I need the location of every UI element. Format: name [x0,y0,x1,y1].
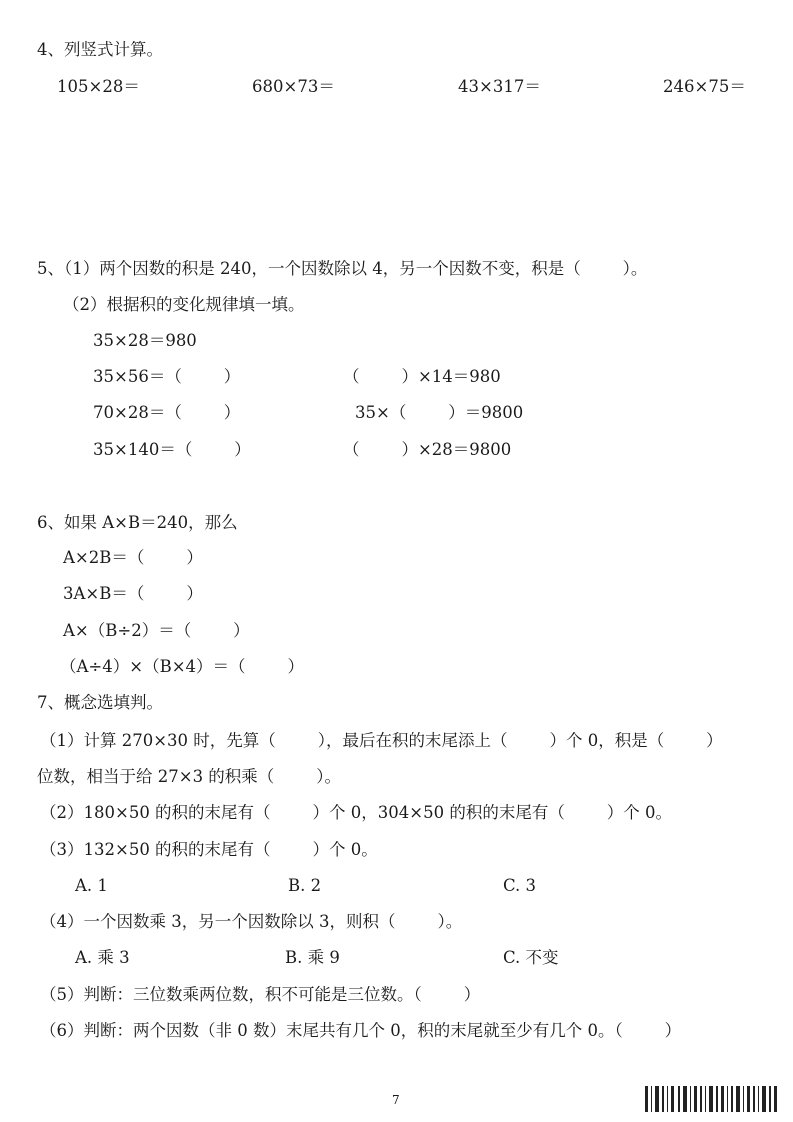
q5-right-1: （ ）×14＝980 [343,367,501,386]
q4-problem-2: 680×73＝ [252,77,335,96]
q7-s3-option-b: B. 2 [288,876,322,895]
q5-left-2: 70×28＝（ ） [93,403,241,422]
q5-part1: 5、（1）两个因数的积是 240，一个因数除以 4，另一个因数不变，积是（ ）。 [37,259,648,278]
q7-s4-option-c: C. 不变 [503,948,559,967]
q6-item-4: （A÷4）×（B×4）＝（ ） [60,657,304,676]
q7-s4: （4）一个因数乘 3，另一个因数除以 3，则积（ ）。 [40,912,463,931]
q6-title: 6、如果 A×B＝240，那么 [37,513,238,532]
q7-title: 7、概念选填判。 [37,693,163,712]
page-number: 7 [392,1093,400,1107]
q7-s2: （2）180×50 的积的末尾有（ ）个 0，304×50 的积的末尾有（ ）个 0。 [40,803,673,822]
q5-left-3: 35×140＝（ ） [93,440,251,459]
q5-right-3: （ ）×28＝9800 [343,440,512,459]
q7-s4-option-b: B. 乘 9 [285,948,340,967]
q7-s5: （5）判断：三位数乘两位数，积不可能是三位数。（ ） [40,985,481,1004]
q5-base-equation: 35×28＝980 [93,331,197,350]
q5-left-1: 35×56＝（ ） [93,367,241,386]
q5-part2-title: （2）根据积的变化规律填一填。 [63,295,305,314]
q7-s4-option-a: A. 乘 3 [75,948,130,967]
q6-item-3: A×（B÷2）＝（ ） [63,621,250,640]
q4-title: 4、列竖式计算。 [37,40,163,59]
q5-right-2: 35×（ ）＝9800 [355,403,524,422]
q6-item-1: A×2B＝（ ） [63,548,203,567]
q7-s3-option-a: A. 1 [75,876,108,895]
q7-s1-line2: 位数，相当于给 27×3 的积乘（ ）。 [37,767,342,786]
q4-problem-1: 105×28＝ [57,77,140,96]
q7-s1-line1: （1）计算 270×30 时，先算（ ），最后在积的末尾添上（ ）个 0，积是（ ） [40,731,723,750]
q7-s3: （3）132×50 的积的末尾有（ ）个 0。 [40,840,378,859]
barcode-watermark [645,1086,778,1112]
q4-problem-4: 246×75＝ [663,77,746,96]
q6-item-2: 3A×B＝（ ） [63,584,203,603]
q7-s3-option-c: C. 3 [503,876,537,895]
q7-s6: （6）判断：两个因数（非 0 数）末尾共有几个 0，积的末尾就至少有几个 0。（ ） [40,1021,682,1040]
q4-problem-3: 43×317＝ [458,77,541,96]
